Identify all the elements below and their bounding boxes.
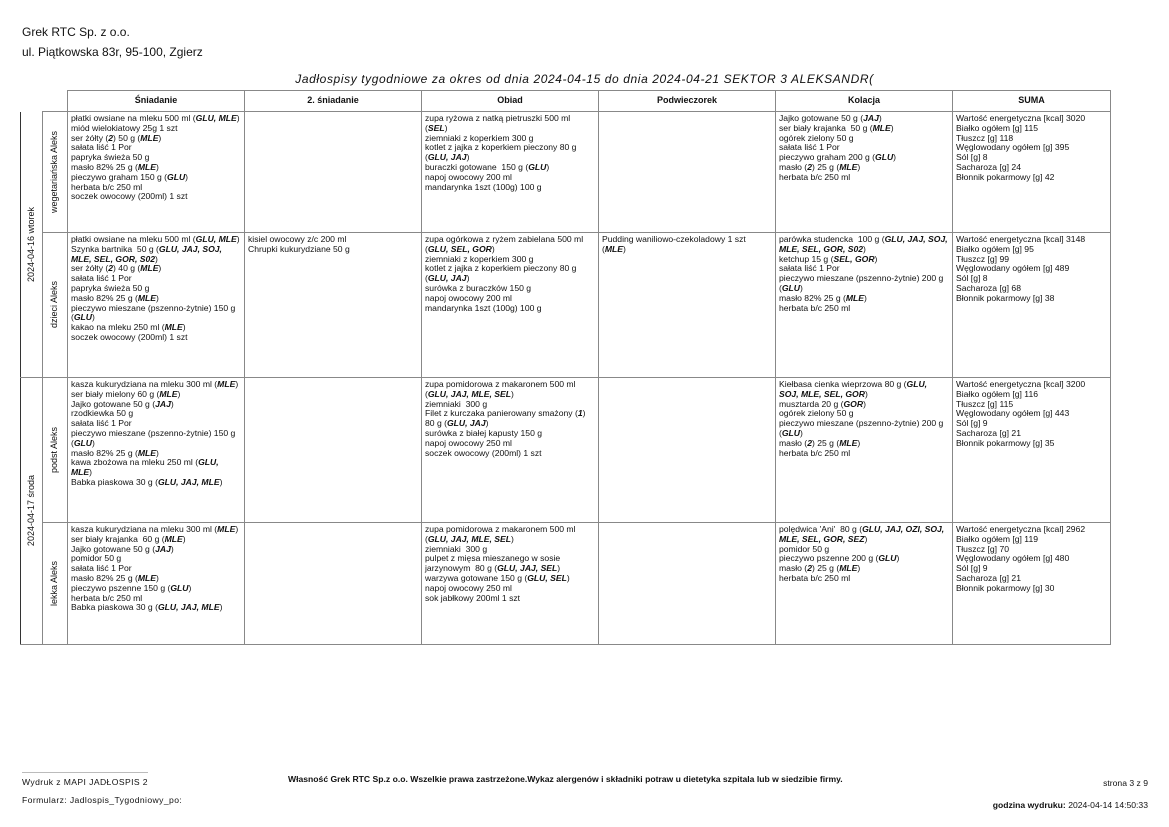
allergen-codes: GLU, JAJ [446,418,486,429]
allergen-codes: GLU, SEL [527,572,567,583]
allergen-codes: MLE [164,533,183,544]
diet-name-cell [43,112,68,233]
sniadanie-cell [68,233,245,378]
allergen-codes: GLU, JAJ, MLE, SEL [427,388,511,399]
allergen-codes: 2 [108,263,114,274]
allergen-codes: JAJ [155,398,171,409]
cell-text: Wartość energetyczna [kcal] 3148 Białko ogółem [g] 95 Tłuszcz [g] 99 Węglowodany ogółem [g] 489 Sól [g] 8 Sacharoza [g] 68 Błonnik pokarmowy [g] 38 [956,234,1086,303]
cell-text: płatki owsiane na mleku 500 ml (GLU, MLE) Szynka bartnika 50 g (GLU, JAJ, SOJ, MLE, SEL, GOR, S02) ser żółty (2) 40 g (MLE) sałata liść 1 Por papryka świeża 50 g masło 82% 25 g (MLE) pieczywo mieszane (pszenno-żytnie) 150 g (GLU) kakao na mleku 250 ml (MLE) soczek owocowy (200ml) 1 szt [71,234,240,342]
cell-text: parówka studencka 100 g (GLU, JAJ, SOJ, MLE, SEL, GOR, S02) ketchup 15 g (SEL, GOR) sałata liść 1 Por pieczywo mieszane (pszenno-żytnie) 200 g (GLU) masło 82% 25 g (MLE) herbata b/c 250 ml [779,234,951,313]
podwieczorek-cell [599,378,776,523]
allergen-codes: GLU, SOJ, MLE, SEL, GOR [779,379,930,399]
day-date-cell [21,112,43,378]
suma-cell [953,523,1111,645]
day-date-cell [21,378,43,645]
allergen-codes: GLU, SEL, GOR [427,243,492,254]
diet-row [21,378,1111,523]
allergen-codes: JAJ [155,543,171,554]
allergen-codes: GLU [878,553,897,564]
allergen-codes: GLU, JAJ, MLE [157,476,220,487]
cell-text: polędwica 'Ani' 80 g (GLU, JAJ, OZI, SOJ, MLE, SEL, GOR, SEZ) pomidor 50 g pieczywo pszenne 200 g (GLU) masło (2) 25 g (MLE) herbata b/c 250 ml [779,524,947,583]
col-header-podwieczorek: Podwieczorek [599,91,776,112]
allergen-codes: GLU [167,171,186,182]
allergen-codes: MLE [137,447,157,458]
diet-name-cell [43,523,68,645]
allergen-codes: MLE [604,243,624,254]
allergen-codes: MLE [137,161,157,172]
suma-cell [953,112,1111,233]
allergen-codes: MLE [839,563,858,574]
form-label: Formularz: Jadlospis_Tygodniowy_po: [22,795,183,805]
allergen-codes: MLE [839,437,858,448]
cell-text: zupa pomidorowa z makaronem 500 ml (GLU, JAJ, MLE, SEL) ziemniaki 300 g Filet z kurczaka panierowany smażony (1) 80 g (GLU, JAJ) surówka z białej kapusty 150 g napoj owocowy 250 ml soczek owocowy (200ml) 1 szt [425,379,588,458]
obiad-cell [422,233,599,378]
diet-name: podst Aleks [49,426,60,474]
cell-text: Pudding waniliowo-czekoladowy 1 szt (MLE) [602,234,749,254]
allergen-codes: MLE [137,572,157,583]
sniadanie2-cell [245,523,422,645]
cell-text: zupa ogórkowa z ryżem zabielana 500 ml (GLU, SEL, GOR) ziemniaki z koperkiem 300 g kotlet z jajka z koperkiem pieczony 80 g (GLU, JAJ) surówka z buraczków 150 g napoj owocowy 200 ml mandarynka 1szt (100g) 100 g [425,234,586,313]
allergen-codes: MLE [140,132,159,143]
sniadanie2-cell [245,378,422,523]
allergen-codes: GOR [843,398,864,409]
diet-name-cell [43,378,68,523]
page-number: strona 3 z 9 [1103,778,1148,788]
diet-name: lekka Aleks [49,560,60,607]
allergen-codes: GLU, JAJ, OZI, SOJ, MLE, SEL, GOR, SEZ [779,524,947,544]
allergen-codes: GLU, MLE [195,234,237,244]
cell-text: kasza kukurydziana na mleku 300 ml (MLE) ser biały krajanka 60 g (MLE) Jajko gotowane 50 g (JAJ) pomidor 50 g sałata liść 1 Por masło 82% 25 g (MLE) pieczywo pszenne 150 g (GLU) herbata b/c 250 ml Babka piaskowa 30 g (GLU, JAJ, MLE) [71,524,239,613]
col-header-2-sniadanie: 2. śniadanie [245,91,422,112]
allergen-codes: MLE [140,263,159,274]
cell-text: zupa ryżowa z natką pietruszki 500 ml (SEL) ziemniaki z koperkiem 300 g kotlet z jajka z koperkiem pieczony 80 g (GLU, JAJ) buraczki gotowane 150 g (GLU) napoj owocowy 200 ml mandarynka 1szt (100g) 100 g [425,113,577,192]
podwieczorek-cell [599,112,776,233]
allergen-codes: GLU, JAJ, SEL [497,563,558,574]
sniadanie2-cell [245,233,422,378]
company-address: ul. Piątkowska 83r, 95-100, Zgierz [22,45,203,59]
diet-name: wegetariańska Aleks [49,130,60,214]
cell-text: Jajko gotowane 50 g (JAJ) ser biały krajanka 50 g (MLE) ogórek zielony 50 g sałata liść 1 Por pieczywo graham 200 g (GLU) masło (2) 25 g (MLE) herbata b/c 250 ml [779,113,897,182]
kolacja-cell [776,233,953,378]
allergen-codes: GLU, JAJ [427,273,467,284]
podwieczorek-cell [599,233,776,378]
allergen-codes: 2 [108,132,114,143]
col-header-suma: SUMA [953,91,1111,112]
allergen-codes: GLU [73,437,93,448]
allergen-codes: 1 [577,408,583,419]
allergen-codes: GLU, JAJ, MLE, SEL [427,533,511,544]
diet-row [21,112,1111,233]
ownership-note: Własność Grek RTC Sp.z o.o. Wszelkie prawa zastrzeżone.Wykaz alergenów i składniki potraw u dietetyka szpitala lub w siedzibie firmy. [288,774,843,784]
cell-text: Kiełbasa cienka wieprzowa 80 g (GLU, SOJ, MLE, SEL, GOR) musztarda 20 g (GOR) ogórek zielony 50 g pieczywo mieszane (pszenno-żytnie) 200 g (GLU) masło (2) 25 g (MLE) herbata b/c 250 ml [779,379,944,458]
company-name: Grek RTC Sp. z o.o. [22,25,130,39]
allergen-codes: GLU, MLE [195,113,237,123]
printout-label: Wydruk z MAPI JADŁOSPIS 2 [22,772,148,791]
allergen-codes: MLE [872,122,891,133]
cell-text: Wartość energetyczna [kcal] 3200 Białko ogółem [g] 116 Tłuszcz [g] 115 Węglowodany ogółem [g] 443 Sól [g] 9 Sacharoza [g] 21 Błonnik pokarmowy [g] 35 [956,379,1086,448]
allergen-codes: MLE [839,161,858,172]
footer-left [22,772,182,809]
cell-text: Wartość energetyczna [kcal] 3020 Białko ogółem [g] 115 Tłuszcz [g] 118 Węglowodany ogółem [g] 395 Sól [g] 8 Sacharoza [g] 24 Błonnik pokarmowy [g] 42 [956,113,1086,182]
kolacja-cell [776,378,953,523]
suma-cell [953,233,1111,378]
allergen-codes: MLE [217,379,236,389]
day-date: 2024-04-17 środa [25,475,36,547]
allergen-codes: MLE [217,524,236,534]
cell-text: kasza kukurydziana na mleku 300 ml (MLE) ser biały mielony 60 g (MLE) Jajko gotowane 50 g (JAJ) rzodkiewka 50 g sałata liść 1 Por pieczywo mieszane (pszenno-żytnie) 150 g (GLU) masło 82% 25 g (MLE) kawa zbożowa na mleku 250 ml (GLU, MLE) Babka piaskowa 30 g (GLU, JAJ, MLE) [71,379,239,487]
obiad-cell [422,112,599,233]
allergen-codes: GLU [781,427,801,438]
allergen-codes: GLU [73,312,93,323]
col-header-kolacja: Kolacja [776,91,953,112]
allergen-codes: GLU, JAJ, SOJ, MLE, SEL, GOR, S02 [71,243,225,264]
cell-text: Wartość energetyczna [kcal] 2962 Białko ogółem [g] 119 Tłuszcz [g] 70 Węglowodany ogółem [g] 480 Sól [g] 9 Sacharoza [g] 21 Błonnik pokarmowy [g] 30 [956,524,1086,593]
kolacja-cell [776,112,953,233]
sniadanie2-cell [245,112,422,233]
footer-right [993,772,1148,816]
diet-name-cell [43,233,68,378]
allergen-codes: JAJ [863,113,879,123]
day-date: 2024-04-16 wtorek [25,206,36,282]
allergen-codes: GLU, JAJ [427,152,467,163]
page-title: Jadłospisy tygodniowe za okres od dnia 2024-04-15 do dnia 2024-04-21 SEKTOR 3 ALEKSANDR( [295,72,874,86]
obiad-cell [422,378,599,523]
sniadanie-cell [68,112,245,233]
allergen-codes: GLU, JAJ, MLE [157,602,220,613]
allergen-codes: GLU [781,282,801,293]
cell-text: kisiel owocowy z/c 200 ml Chrupki kukurydziane 50 g [248,234,350,254]
allergen-codes: MLE [137,292,157,303]
allergen-codes: 2 [807,161,812,172]
allergen-codes: MLE [159,388,178,399]
allergen-codes: MLE [845,292,865,303]
suma-cell [953,378,1111,523]
sniadanie-cell [68,523,245,645]
podwieczorek-cell [599,523,776,645]
print-time: 2024-04-14 14:50:33 [1068,800,1148,810]
allergen-codes: SEL [427,122,445,133]
cell-text: płatki owsiane na mleku 500 ml (GLU, MLE) miód wielokiatowy 25g 1 szt ser żółty (2) 50 g (MLE) sałata liść 1 Por papryka świeża 50 g masło 82% 25 g (MLE) pieczywo graham 150 g (GLU) herbata b/c 250 ml soczek owocowy (200ml) 1 szt [71,113,240,202]
company-info [22,22,203,62]
allergen-codes: GLU, MLE [71,457,221,478]
kolacja-cell [776,523,953,645]
cell-text: zupa pomidorowa z makaronem 500 ml (GLU, JAJ, MLE, SEL) ziemniaki 300 g pulpet z mięsa mieszanego w sosie jarzynowym 80 g (GLU, JAJ, SEL) warzywa gotowane 150 g (GLU, SEL) napoj owocowy 250 ml sok jabłkowy 200ml 1 szt [425,524,578,603]
diet-name: dzieci Aleks [49,281,60,329]
allergen-codes: MLE [164,322,183,333]
sniadanie-cell [68,378,245,523]
allergen-codes: SEL, GOR [833,253,875,264]
allergen-codes: GLU, JAJ, SOJ, MLE, SEL, GOR, S02 [779,234,951,254]
diet-row [21,523,1111,645]
allergen-codes: GLU [528,161,547,172]
menu-table [20,90,1111,645]
header-row [21,91,1111,112]
col-header-sniadanie: Śniadanie [68,91,245,112]
col-header-obiad: Obiad [422,91,599,112]
allergen-codes: 2 [807,437,812,448]
allergen-codes: 2 [807,563,812,574]
obiad-cell [422,523,599,645]
allergen-codes: GLU [170,582,189,593]
print-time-label: godzina wydruku: [992,800,1066,810]
diet-row [21,233,1111,378]
allergen-codes: GLU [875,152,894,163]
